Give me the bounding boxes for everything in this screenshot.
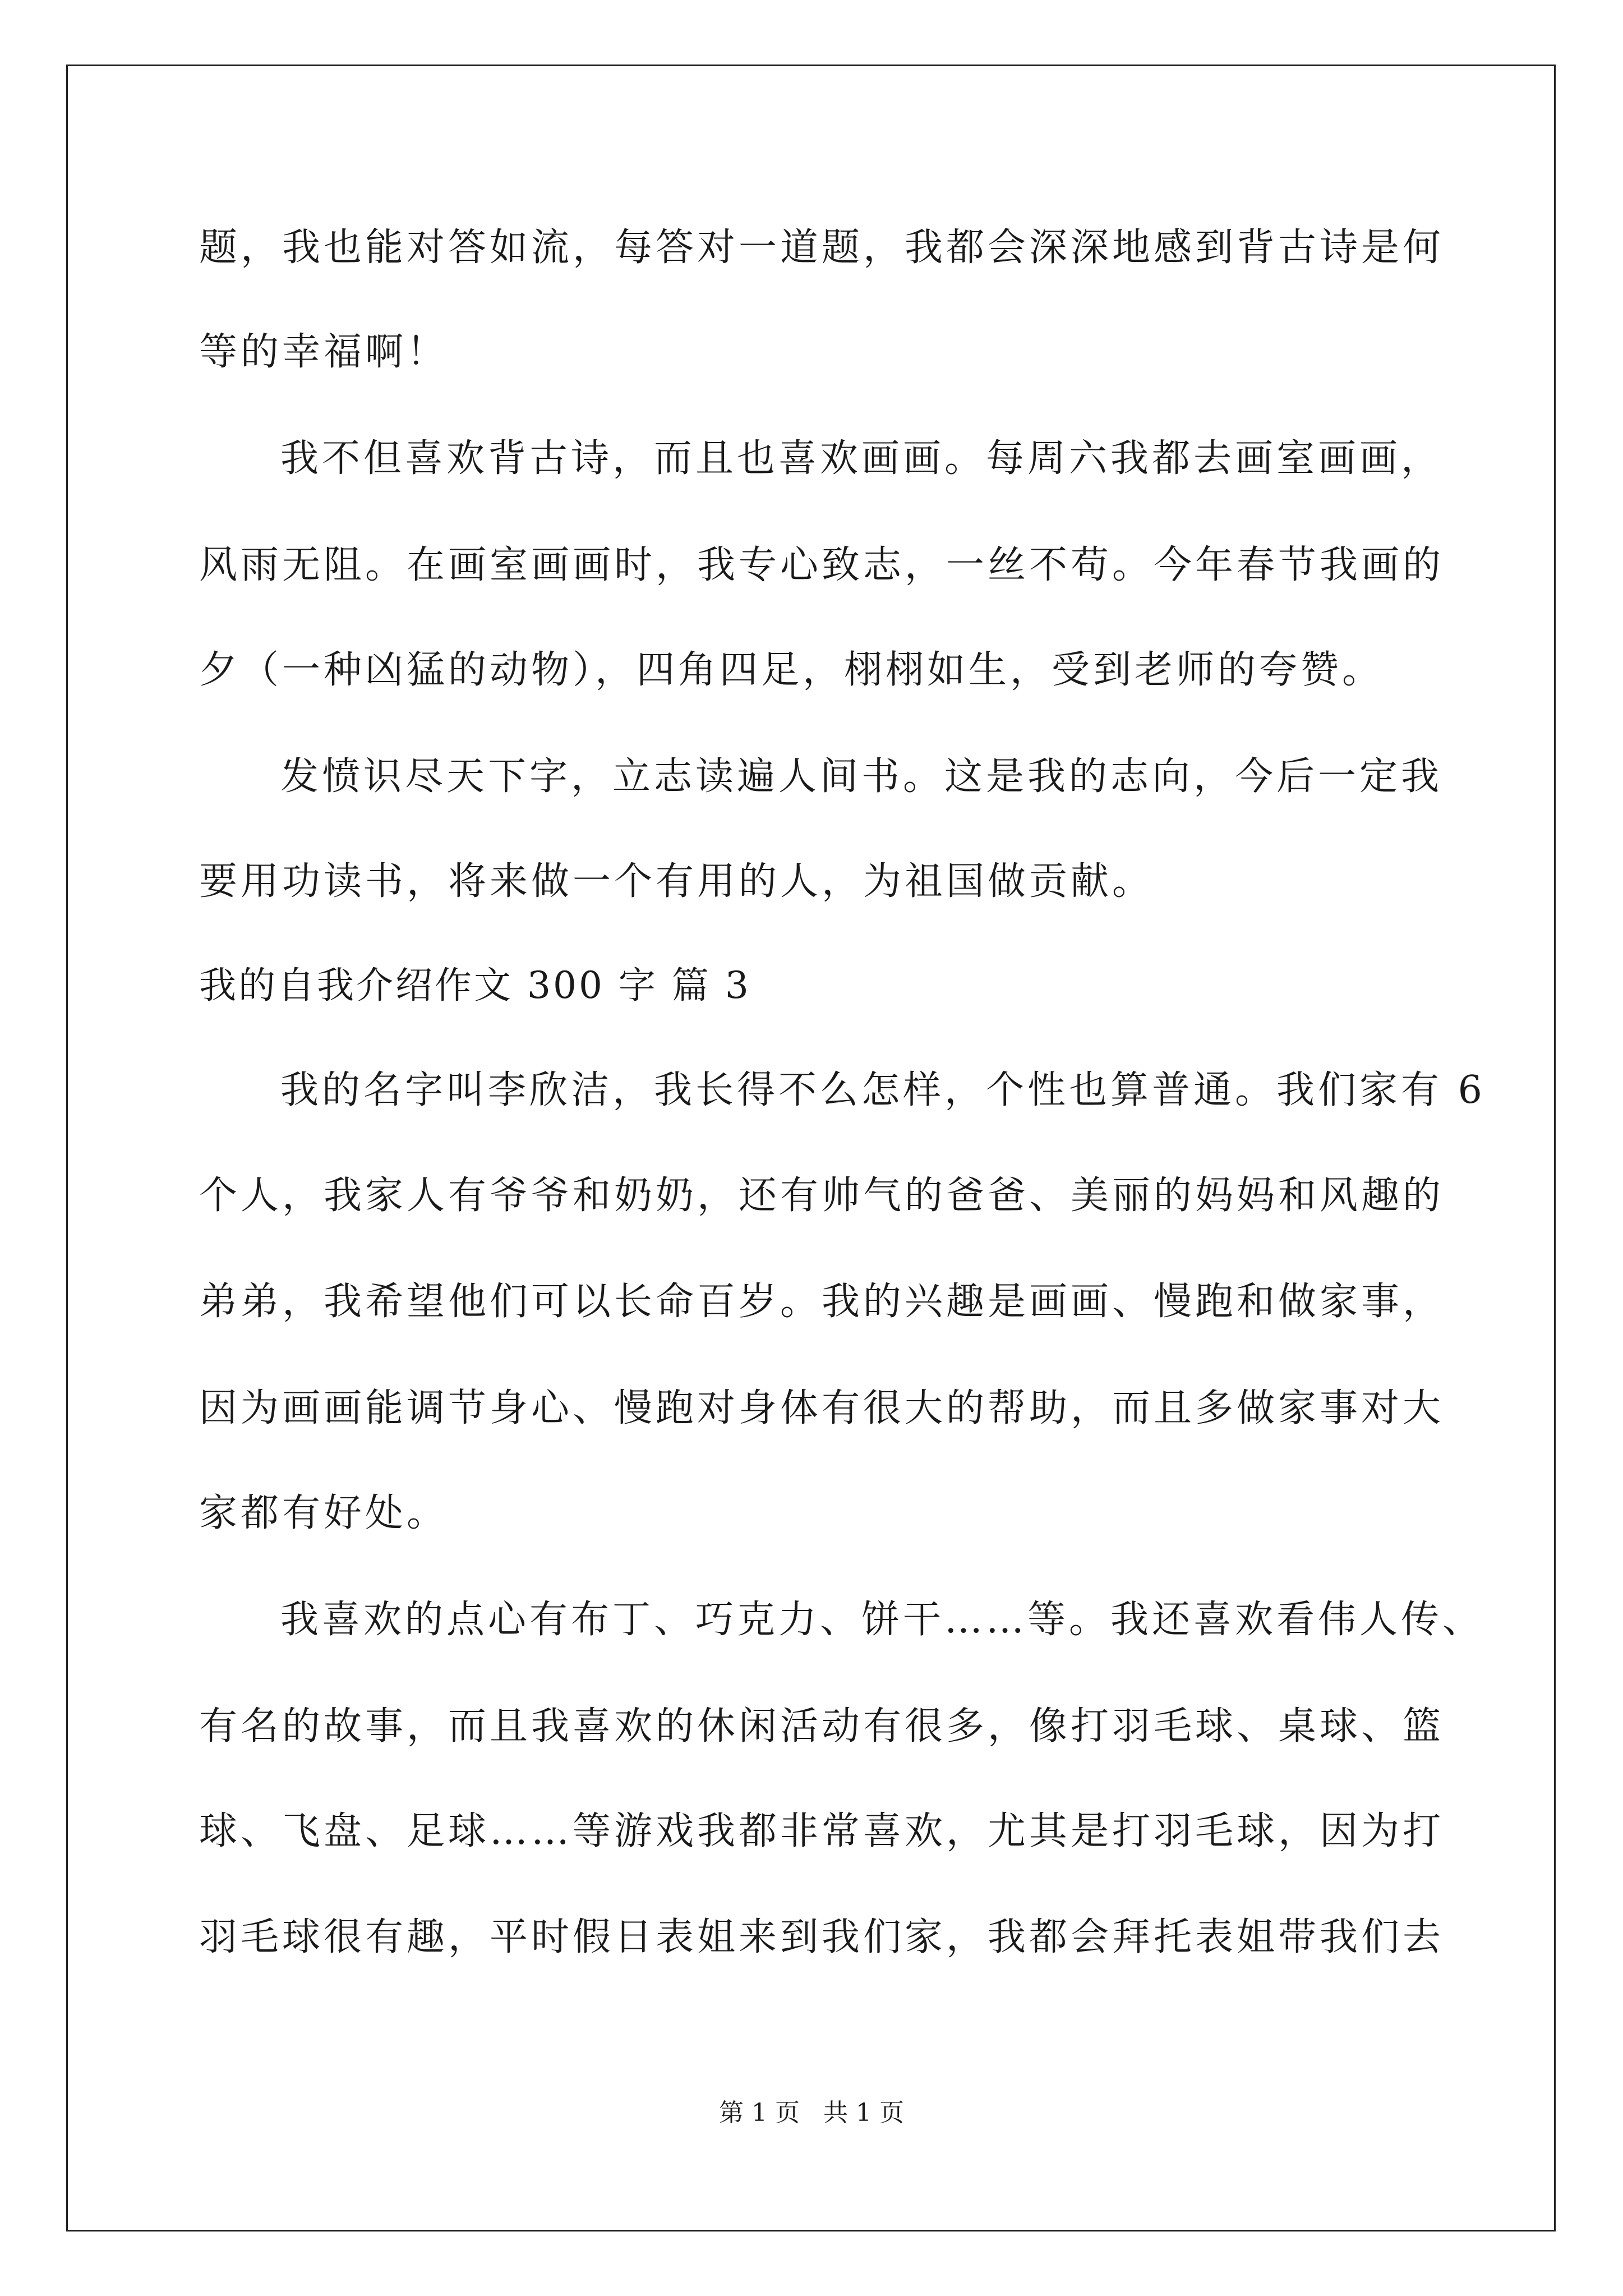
text-line: 夕（一种凶猛的动物），四角四足，栩栩如生，受到老师的夸赞。 <box>199 648 1384 692</box>
text-line: 弟弟，我希望他们可以长命百岁。我的兴趣是画画、慢跑和做家事， <box>199 1280 1445 1324</box>
page-border <box>66 65 1556 2231</box>
text-line: 因为画画能调节身心、慢跑对身体有很大的帮助，而且多做家事对大 <box>199 1386 1445 1430</box>
text-line: 等的幸福啊！ <box>199 330 449 374</box>
text-line: 题，我也能对答如流，每答对一道题，我都会深深地感到背古诗是何 <box>199 226 1445 270</box>
text-line: 发愤识尽天下字，立志读遍人间书。这是我的志向，今后一定我 <box>280 754 1443 799</box>
text-line: 风雨无阻。在画室画画时，我专心致志，一丝不苟。今年春节我画的 <box>199 543 1445 587</box>
text-line: 我的名字叫李欣洁，我长得不么怎样，个性也算普通。我们家有 6 <box>280 1068 1486 1112</box>
text-line: 我喜欢的点心有布丁、巧克力、饼干……等。我还喜欢看伟人传、 <box>280 1598 1484 1642</box>
text-line: 羽毛球很有趣，平时假日表姐来到我们家，我都会拜托表姐带我们去 <box>199 1915 1445 1959</box>
text-line: 有名的故事，而且我喜欢的休闲活动有很多，像打羽毛球、桌球、篮 <box>199 1704 1445 1749</box>
text-line: 我不但喜欢背古诗，而且也喜欢画画。每周六我都去画室画画， <box>280 436 1443 481</box>
section-heading: 我的自我介绍作文 300 字 篇 3 <box>199 964 751 1007</box>
text-line: 球、飞盘、足球……等游戏我都非常喜欢，尤其是打羽毛球，因为打 <box>199 1809 1445 1853</box>
text-line: 个人，我家人有爷爷和奶奶，还有帅气的爸爸、美丽的妈妈和风趣的 <box>199 1174 1445 1218</box>
page-number-footer: 第 1 页 共 1 页 <box>719 2099 904 2127</box>
text-line: 要用功读书，将来做一个有用的人，为祖国做贡献。 <box>199 859 1154 904</box>
text-line: 家都有好处。 <box>199 1491 449 1535</box>
